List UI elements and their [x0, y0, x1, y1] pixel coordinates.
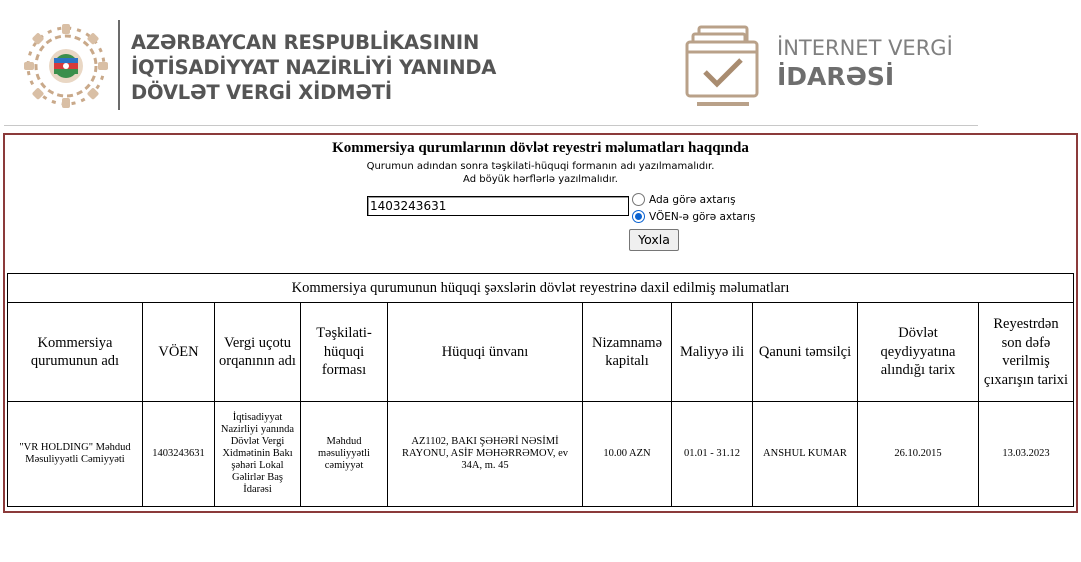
column-header: Reyestrdən son dəfə verilmiş çıxarışın tarixi — [979, 303, 1074, 402]
page-header — [0, 0, 1081, 126]
results-caption: Kommersiya qurumunun hüquqi şəxslərin dövlət reyestrinə daxil edilmiş məlumatları — [8, 274, 1074, 303]
registration-date-cell: 26.10.2015 — [858, 402, 979, 507]
results-table — [7, 273, 1074, 507]
search-by-voen-label: VÖEN-ə görə axtarış — [649, 210, 756, 223]
org-line-3: DÖVLƏT VERGİ XİDMƏTİ — [131, 81, 392, 104]
column-header: Maliyyə ili — [672, 303, 753, 402]
column-header: Qanuni təmsilçi — [753, 303, 858, 402]
column-header: VÖEN — [143, 303, 215, 402]
column-header: Hüquqi ünvanı — [388, 303, 583, 402]
charter-capital-cell: 10.00 AZN — [583, 402, 672, 507]
search-hint-2: Ad böyük hərflərlə yazılmalıdır. — [463, 174, 618, 185]
legal-form-cell: Məhdud məsuliyyətli cəmiyyət — [301, 402, 388, 507]
state-emblem-icon — [22, 22, 110, 110]
organization-title — [131, 30, 496, 105]
search-by-name-radio[interactable] — [632, 193, 645, 206]
org-line-2: İQTİSADİYYAT NAZİRLİYİ YANINDA — [131, 56, 497, 79]
column-header: Dövlət qeydiyyatına alındığı tarix — [858, 303, 979, 402]
column-header: Kommersiya qurumunun adı — [8, 303, 143, 402]
financial-year-cell: 01.01 - 31.12 — [672, 402, 753, 507]
column-header: Vergi uçotu orqanının adı — [215, 303, 301, 402]
table-header-row — [8, 303, 1074, 402]
internet-tax-office-icon — [685, 24, 765, 106]
internet-tax-office-title — [777, 35, 953, 93]
legal-representative-cell: ANSHUL KUMAR — [753, 402, 858, 507]
header-divider — [118, 20, 120, 110]
tax-authority-cell: İqtisadiyyat Nazirliyi yanında Dövlət Vergi Xidmətinin Bakı şəhəri Lokal Gəlirlər Baş İdarəsi — [215, 402, 301, 507]
last-extract-date-cell: 13.03.2023 — [979, 402, 1074, 507]
voen-cell: 1403243631 — [143, 402, 215, 507]
legal-address-cell: AZ1102, BAKI ŞƏHƏRİ NƏSİMİ RAYONU, ASİF MƏHƏRRƏMOV, ev 34A, m. 45 — [388, 402, 583, 507]
org-line-1: AZƏRBAYCAN RESPUBLİKASININ — [131, 31, 480, 54]
search-by-voen-radio[interactable] — [632, 210, 645, 223]
search-by-voen-option[interactable] — [632, 210, 755, 223]
registry-panel — [3, 133, 1078, 513]
service-line-2: İDARƏSİ — [777, 62, 895, 91]
header-separator — [4, 125, 978, 126]
column-header: Təşkilati-hüquqi forması — [301, 303, 388, 402]
search-by-name-option[interactable] — [632, 193, 736, 206]
search-hint-1: Qurumun adından sonra təşkilati-hüquqi formanın adı yazılmamalıdır. — [366, 161, 715, 172]
service-line-1: İNTERNET VERGİ — [777, 36, 953, 60]
search-input[interactable]: 1403243631 — [367, 196, 629, 216]
column-header: Nizamnamə kapitalı — [583, 303, 672, 402]
search-by-name-label: Ada görə axtarış — [649, 193, 736, 206]
search-title: Kommersiya qurumlarının dövlət reyestri məlumatları haqqında — [332, 140, 749, 156]
table-row — [8, 402, 1074, 507]
check-button[interactable]: Yoxla — [629, 229, 679, 251]
company-name-cell: "VR HOLDING" Məhdud Məsuliyyətli Cəmiyyəti — [8, 402, 143, 507]
